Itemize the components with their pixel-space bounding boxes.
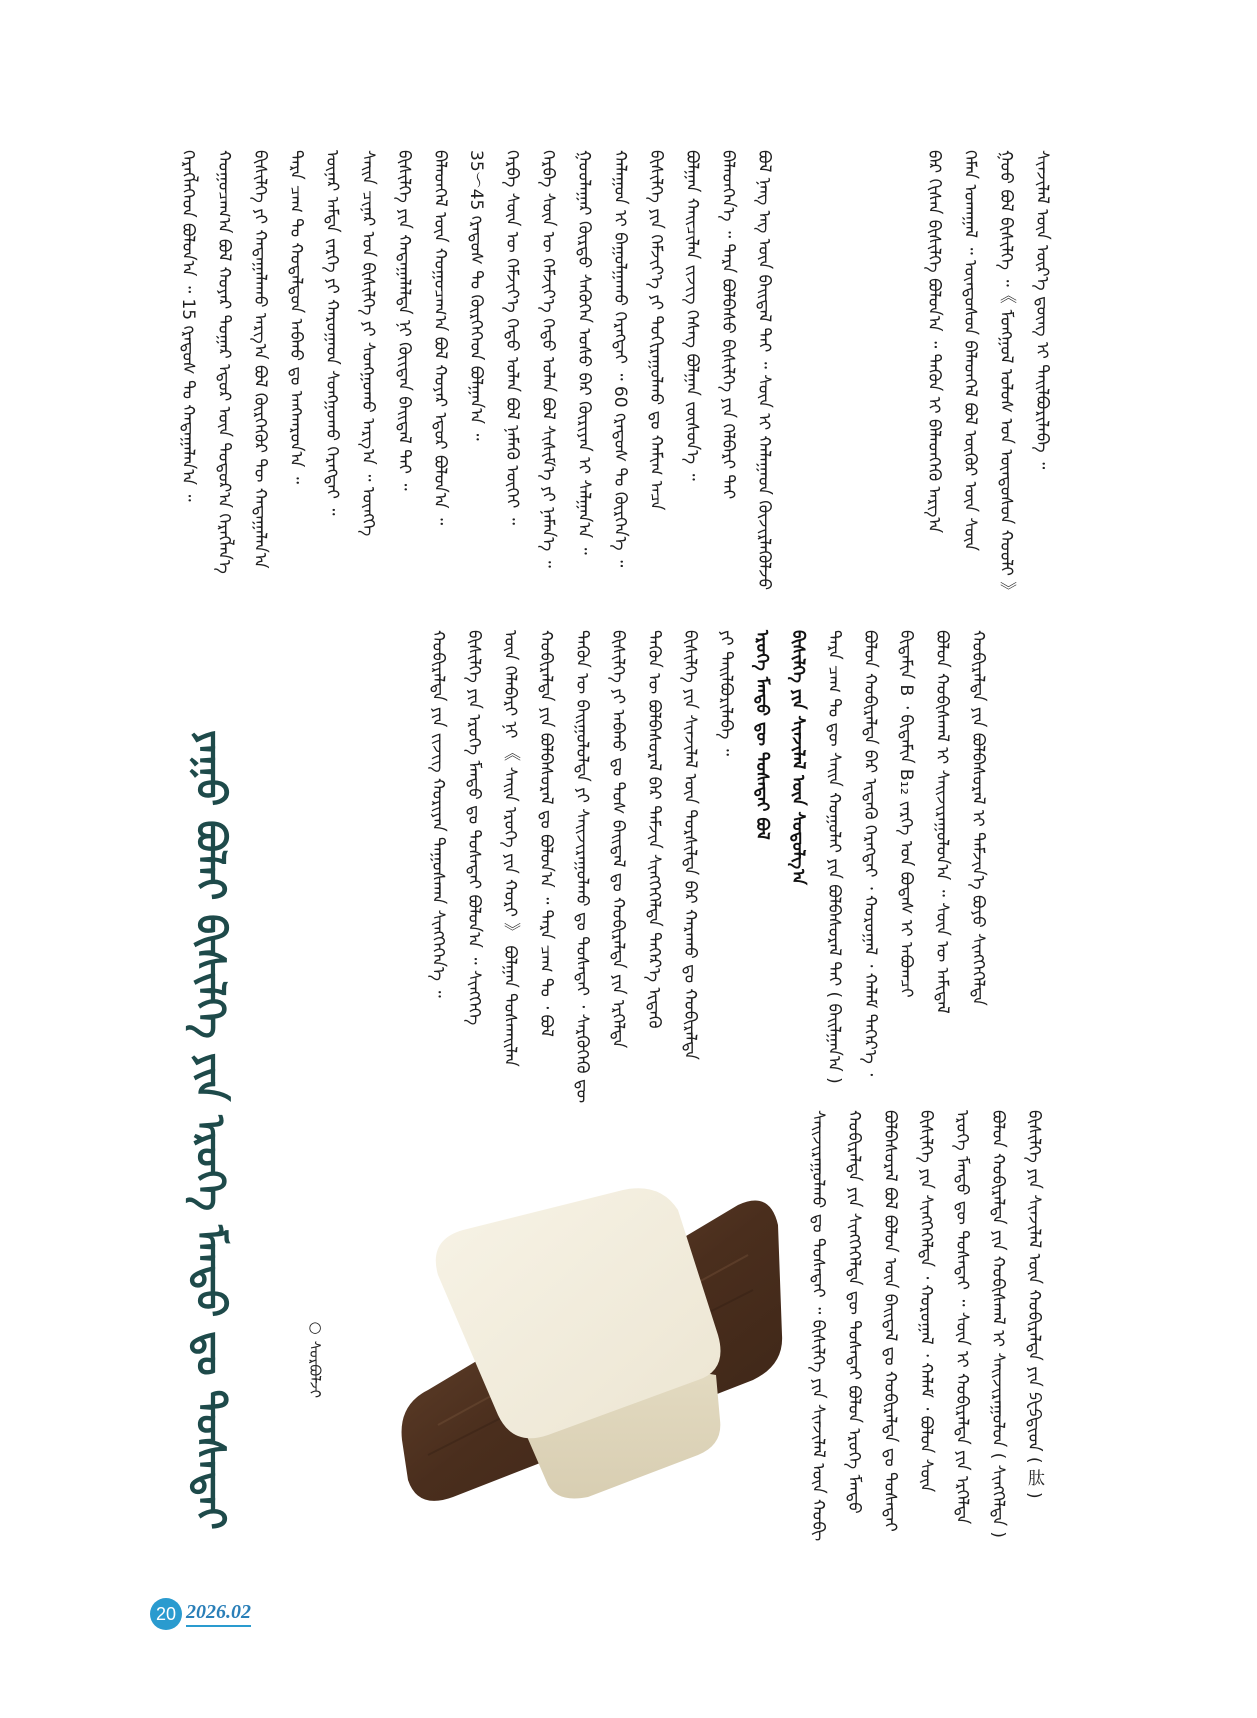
text-line: ᠪᠢᠳᠠᠮᠢᠨ B ᠂ ᠪᠢᠳᠠᠮᠢᠨ B₁₂ ᠵᠡᠷᠭᠡ ᠡᠳ ᠪᠣᠳᠠᠰ ᠢ ᠠᠪᠤᠭᠴᠢ (896, 630, 916, 998)
text-line: ᠬᠤᠭᠤᠴᠠᠭ᠎ᠠ ᠪᠣᠯ ᠬᠣᠶᠠᠷ ᠳᠤᠭᠠᠷ ᠡᠳᠦᠷ ᠦᠨ ᠳᠣᠲᠤᠷ᠎ᠠ ᠬᠡᠷᠡᠭᠯᠡᠨ᠎ᠡ (214, 150, 234, 574)
text-line: ᠬᠠᠯᠠᠭᠤᠨ ᠢ ᠪᠠᠭᠤᠯᠭᠠᠬᠤ ᠬᠡᠷᠡᠭᠲᠡᠢ ᠃ 60 ᠭᠷᠠᠳᠤᠰ ᠲᠤ ᠬᠦᠷᠭᠡᠨ᠎ᠡ ᠃ (610, 150, 630, 568)
text-line: ᠬᠤᠪᠢᠷᠠᠯᠲᠠ ᠶᠢᠨ ᠵᠢᠵᠢᠭ ᠬᠤᠷᠢᠶᠠᠨ ᠳᠠᠭᠤᠰᠬᠠᠨ ᠰᠢᠩᠭᠡᠭᠡᠨ᠎ᠡ ᠃ (428, 630, 448, 998)
text-line: ᠪᠣᠯᠤᠨ ᠬᠤᠪᠢᠷᠠᠯᠲᠠ ᠪᠠᠷ ᠢᠳᠡᠬᠦ ᠬᠡᠷᠡᠭᠲᠡᠢ ᠂ ᠬᠣᠷᠣᠭᠠᠯ ᠂ ᠬᠠᠯᠠᠮ ᠳᠡᠭᠡᠷ᠎ᠡ ᠂ (860, 630, 880, 1077)
text-line: ᠪᠢᠰᠢᠯᠭᠡ ᠶᠢᠨ ᠬᠠᠳᠠᠭᠠᠯᠠᠯᠲᠠ ᠨᠢ ᠬᠦᠢᠲᠡᠨ ᠪᠠᠢᠳᠠᠯ ᠲᠠᠢ ᠃ (394, 150, 414, 491)
text-line: ᠪᠢᠰᠢᠯᠭᠡ ᠶᠢᠨ ᠰᠢᠩᠭᠡᠭᠡᠯᠲᠡ ᠂ ᠬᠣᠷᠣᠭᠠᠯ ᠂ ᠬᠠᠯᠠᠮ ᠂ ᠪᠣᠯᠤᠨ ᠰᠦᠨ (916, 1110, 936, 1493)
text-line: ᠪᠡᠷ ᠬᠢᠰᠡᠨ ᠪᠢᠰᠢᠯᠭᠡ ᠪᠣᠯᠤᠨ᠎ᠠ ᠃ ᠲᠡᠭᠦᠨ ᠢ ᠪᠡᠯᠡᠳᠭᠡᠬᠦ ᠠᠷᠭ᠎ᠠ (924, 150, 944, 534)
text-line: ᠬᠡᠮᠡᠨ ᠤᠬᠠᠭᠠᠯ ᠃ ᠦᠨᠳᠦᠰᠦᠨ ᠪᠡᠯᠡᠳᠬᠡᠯ ᠪᠣᠯ ᠦᠬᠦᠷ ᠦᠨ ᠰᠦᠨ (960, 150, 980, 551)
text-line: ᠪᠡᠯᠡᠳᠬᠡᠯ ᠦᠨ ᠬᠤᠭᠤᠴᠠᠭ᠎ᠠ ᠪᠣᠯ ᠬᠤᠶᠠᠷ ᠡᠳᠦᠷ ᠪᠣᠯᠤᠨ᠎ᠠ ᠃ (430, 150, 450, 526)
cheese-on-board-image (398, 1185, 784, 1503)
text-line: ᠪᠣᠯ ᠨᠡᠩ ᠡᠩ ᠦᠨ ᠪᠠᠢᠳᠠᠯ ᠲᠠᠢ ᠃ ᠰᠦᠨ ᠢ ᠬᠠᠯᠠᠭᠠᠳ ᠬᠦᠵᠢᠷᠯᠡᠭᠦᠯᠵᠦ (754, 150, 774, 591)
text-line: ᠪᠣᠯᠤᠨ ᠬᠤᠪᠢᠰᠬᠠᠯ ᠢ ᠰᠠᠢᠵᠢᠷᠠᠭᠤᠯᠤᠨ᠎ᠠ ᠃ ᠰᠦᠨ ᠦ ᠠᠮᠢᠳᠠᠯ (932, 630, 952, 1014)
text-line: ᠬᠤᠪᠢᠷᠠᠯᠲᠠ ᠶᠢᠨ ᠪᠣᠯᠪᠠᠰᠤᠷᠠᠯ ᠢ ᠳᠡᠮᠵᠢᠨ᠎ᠡ ᠪᠤᠶᠤ ᠰᠢᠩᠭᠡᠭᠡᠯᠲᠡ (968, 630, 988, 1006)
text-line: ᠪᠣᠯᠪᠠᠰᠤᠷᠠᠯ ᠪᠣᠯ ᠪᠣᠯᠤᠨ ᠦᠨ ᠪᠠᠢᠳᠠᠯ ᠳᠤ ᠬᠤᠪᠢᠷᠠᠯᠲᠠ ᠳᠤ ᠲᠤᠰᠠᠲᠠᠢ (880, 1110, 900, 1532)
text-line: ᠪᠢᠰᠢᠯᠭᠡ ᠶᠢ ᠬᠠᠳᠠᠭᠠᠯᠠᠬᠤ ᠠᠷᠭ᠎ᠠ ᠪᠣᠯ ᠬᠥᠷᠭᠡᠭᠦᠷ ᠲᠦ ᠬᠠᠳᠠᠭᠠᠯᠠᠨ᠎ᠠ (250, 150, 270, 569)
text-line: ᠰᠠᠢᠵᠢᠷᠠᠭᠤᠯᠬᠤ ᠳᠤ ᠲᠤᠰᠠᠲᠠᠢ ᠃ ᠪᠢᠰᠢᠯᠭᠡ ᠶᠢᠨ ᠰᠢᠨᠵᠢᠯᠡᠯ ᠦᠨ ᠬᠤᠪᠢ (808, 1110, 828, 1542)
text-line: ᠡᠷᠦᠬᠡ ᠮᠡᠨᠳᠦ ᠳᠦ ᠲᠤᠰᠠᠲᠠᠢ ᠃ ᠰᠦᠨ ᠢ ᠬᠤᠪᠢᠷᠠᠯᠲᠠ ᠶᠢᠨ ᠡᠷᠭᠡᠯᠲᠡ (952, 1110, 972, 1525)
text-line: ᠰᠠᠢᠨ ᠴᠢᠨᠠᠷ ᠤᠨ ᠪᠢᠰᠢᠯᠭᠡ ᠶᠢ ᠰᠣᠩᠭᠣᠬᠤ ᠠᠷᠭ᠎ᠠ ᠃ ᠦᠩᠭᠡ (358, 150, 378, 537)
text-line: 35～45 ᠭᠷᠠᠳᠤᠰ ᠲᠤ ᠬᠦᠷᠭᠡᠭᠡᠳ ᠪᠣᠯᠭᠠᠨ᠎ᠠ ᠃ (466, 150, 486, 441)
article-title: ᠶᠠᠭᠤ ᠪᠣᠯᠠᠢ ᠪᠢᠰᠢᠯᠭᠡ ᠶᠢᠨ ᠡᠷᠦᠬᠡ ᠮᠡᠨᠳᠦ ᠳᠤ ᠲᠤᠰᠠᠲᠠᠢ (187, 730, 234, 1530)
text-line: ᠰᠢᠨᠵᠢᠯᠡᠯ ᠦᠨ ᠦᠷ᠎ᠡ ᠳ᠋ᠦᠩ ᠢ ᠲᠠᠢᠯᠪᠤᠷᠢᠯᠠᠪᠠ ᠃ (1032, 150, 1052, 470)
text-line: ᠬᠡᠷᠪᠡ ᠰᠦᠨ ᠦ ᠬᠡᠮᠵᠢᠶ᠎ᠡ ᠬᠡᠲᠦ ᠣᠯᠠᠨ ᠪᠣᠯ ᠨᠡᠮᠡᠬᠦ ᠦᠭᠡᠢ ᠃ (502, 150, 522, 525)
text-line: ᠪᠢᠰᠢᠯᠭᠡ ᠶᠢ ᠠᠪᠬᠤ ᠳᠤ ᠲᠤᠰ ᠪᠠᠢᠳᠠᠯ ᠳᠤ ᠬᠤᠪᠢᠷᠠᠯᠲᠠ ᠶᠢᠨ ᠡᠷᠭᠡᠯᠲᠡ (608, 630, 628, 1049)
text-line: ᠦᠨ ᠬᠡᠯᠡᠪᠡᠷᠢ ᠨᠢ 《 ᠰᠠᠢᠨ ᠡᠷᠦᠬᠡ ᠶᠢᠨ ᠬᠣᠷᠢ 》 ᠪᠣᠯᠭᠠᠨ ᠲᠤᠰᠬᠠᠢᠯᠠᠨ (500, 630, 520, 1067)
text-line: ᠪᠡᠯᠡᠳᠭᠡᠨ᠎ᠡ ᠃ ᠲᠡᠷᠡ ᠪᠤᠯᠪᠠᠰᠤ ᠪᠢᠰᠢᠯᠭᠡ ᠶᠢᠨ ᠬᠡᠯᠪᠡᠷᠢ ᠲᠠᠢ (718, 150, 738, 500)
author-byline: ○ ᠰᠤᠷᠪᠤᠯᠵᠢ (306, 1318, 324, 1399)
text-line: ᠲᠡᠷᠡ ᠴᠠᠭ ᠲᠤ ᠳᠦ ᠰᠠᠢᠨ ᠬᠣᠭᠣᠯᠠᠢ ᠶᠢᠨ ᠪᠣᠯᠪᠠᠰᠤᠷᠠᠯ ᠲᠠᠢ ( ᠪᠠᠢᠯᠭᠠᠨ᠎ᠠ ) (824, 630, 844, 1084)
text-line: ᠦᠨᠡᠷ ᠠᠮᠲᠠ ᠵᠡᠷᠭᠡ ᠶᠢ ᠬᠠᠷᠤᠭᠠᠳ ᠰᠣᠩᠭᠣᠬᠤ ᠬᠡᠷᠡᠭᠲᠡᠢ ᠃ (322, 150, 342, 516)
text-line: ᠬᠤᠪᠢᠷᠠᠯᠲᠠ ᠶᠢᠨ ᠰᠢᠩᠭᠡᠭᠡᠯᠲᠡ ᠳᠦ ᠲᠤᠰᠠᠲᠠᠢ ᠪᠣᠯᠤᠨ ᠡᠷᠦᠬᠡ ᠮᠡᠨᠳᠦ (844, 1110, 864, 1514)
text-line: ᠲᠡᠭᠦᠨ ᠦ ᠪᠠᠢᠭᠤᠯᠤᠯᠲᠠ ᠶᠢ ᠰᠠᠢᠵᠢᠷᠠᠭᠤᠯᠬᠤ ᠳᠤ ᠲᠤᠰᠠᠲᠠᠢ ᠂ ᠰᠡᠷᠭᠦᠭᠡᠬᠦ ᠳᠦ (572, 630, 592, 1104)
text-line: ᠪᠢᠰᠢᠯᠭᠡ ᠶᠢᠨ ᠰᠢᠨᠵᠢᠯᠡᠯ ᠦᠨ ᠬᠤᠪᠢᠷᠠᠯᠲᠠ ᠶᠢᠨ ᠫᠸᠫᠲᠢᠳ ( 肽 ) (1024, 1110, 1044, 1499)
text-line: ᠪᠣᠯᠤᠨ ᠬᠤᠪᠢᠷᠠᠯᠲᠠ ᠶᠢᠨ ᠬᠤᠪᠢᠰᠬᠠᠯ ᠢ ᠰᠠᠢᠵᠢᠷᠠᠭᠤᠯᠤᠨ ( ᠰᠢᠩᠭᠡᠯᠲᠡ ) (988, 1110, 1008, 1539)
text-line: ᠪᠢᠰᠢᠯᠭᠡ ᠶᠢᠨ ᠬᠡᠮᠵᠢᠶ᠎ᠡ ᠶᠢ ᠲᠣᠬᠢᠷᠠᠭᠤᠯᠬᠤ ᠳᠤ ᠬᠠᠮᠢᠭ ᠠᠴᠠ (646, 150, 666, 511)
text-line: ᠬᠡᠷᠪᠡ ᠰᠦᠨ ᠦ ᠬᠡᠮᠵᠢᠶ᠎ᠡ ᠬᠡᠲᠦ ᠣᠯᠠᠨ ᠪᠣᠯ ᠰᠢᠰᠢᠮ᠎ᠡ ᠶᠢ ᠨᠡᠮᠡᠨ᠎ᠡ ᠃ (538, 150, 558, 568)
text-line: ᠶᠢ ᠲᠠᠢᠯᠪᠤᠷᠢᠯᠠᠪᠠ ᠃ (716, 630, 736, 756)
page-footer (150, 1598, 251, 1630)
text-line: ᠲᠡᠷᠡ ᠴᠠᠭ ᠲᠤ ᠬᠤᠳᠠᠯᠳᠤᠨ ᠠᠪᠬᠤ ᠳᠤ ᠠᠩᠬᠠᠷᠤᠨ᠎ᠠ ᠃ (286, 150, 306, 484)
subheading-line: ᠡᠷᠦᠬᠡ ᠮᠡᠨᠳᠦ ᠳᠦ ᠲᠤᠰᠠᠲᠠᠢ ᠪᠣᠯ (752, 630, 772, 840)
text-line: ᠪᠢᠰᠢᠯᠭᠡ ᠶᠢᠨ ᠰᠢᠨᠵᠢᠯᠡᠯ ᠦᠨ ᠲᠤᠷᠰᠢᠯᠲᠠ ᠪᠠᠷ ᠬᠠᠷᠠᠬᠤ ᠳᠤ ᠬᠤᠪᠢᠷᠠᠯᠲᠠ (680, 630, 700, 1060)
text-line: ᠪᠣᠯᠭᠠᠨ ᠬᠠᠢᠴᠢᠯᠠᠨ ᠵᠢᠵᠢᠭ ᠬᠡᠰᠡᠭ ᠪᠣᠯᠭᠠᠨ ᠵᠦᠰᠦᠨ᠎ᠡ ᠃ (682, 150, 702, 481)
text-line: ᠭᠤᠤ ᠪᠣᠯ ᠪᠢᠰᠢᠯᠭᠡ ᠃《 ᠮᠣᠩᠭᠣᠯ ᠤᠯᠤᠰ ᠤᠨ ᠦᠨᠳᠦᠰᠦᠨ ᠬᠤᠤᠯᠢ 》 (996, 150, 1016, 599)
text-line: ᠬᠡᠷᠡᠭᠯᠡᠭᠡᠳ ᠪᠣᠯᠤᠨ᠎ᠠ ᠃ 15 ᠭᠷᠠᠳᠤᠰ ᠲᠤ ᠬᠠᠳᠠᠭᠠᠯᠠᠨ᠎ᠠ ᠃ (178, 150, 198, 502)
issue-date: 2026.02 (186, 1601, 251, 1627)
bottom-right-text-block (800, 1110, 1080, 1540)
middle-text-block (420, 630, 1080, 1104)
page-number-badge: 20 (150, 1598, 182, 1630)
text-line: ᠬᠤᠪᠢᠷᠠᠯᠲᠠ ᠶᠢᠨ ᠪᠣᠯᠪᠠᠰᠤᠷᠠᠯ ᠳᠤ ᠪᠣᠯᠤᠨ᠎ᠠ ᠃ ᠲᠡᠷᠡ ᠴᠠᠭ ᠲᠤ ᠂ ᠪᠣᠯ (536, 630, 556, 1037)
text-line: ᠲᠡᠭᠦᠨ ᠦ ᠪᠣᠯᠪᠠᠰᠤᠷᠠᠯ ᠪᠠᠷ ᠳᠠᠮᠵᠢᠨ ᠰᠢᠩᠭᠡᠭᠡᠯᠲᠡ ᠳᠡᠭᠡᠷ᠎ᠡ ᠢᠳᠡᠬᠦ (644, 630, 664, 1029)
text-line: ᠪᠢᠰᠢᠯᠭᠡ ᠶᠢᠨ ᠡᠷᠦᠬᠡ ᠮᠡᠨᠳᠦ ᠳᠤ ᠲᠤᠰᠠᠲᠠᠢ ᠪᠣᠯᠤᠨ᠎ᠠ ᠃ ᠰᠢᠩᠭᠡᠭᠡ (464, 630, 484, 1026)
text-line: ᠭᠤᠤᠯᠠᠭᠠᠷ ᠬᠦᠷᠳᠦ ᠰᠡᠭᠦᠭᠡᠨ ᠤᠰᠤ ᠪᠠᠷ ᠬᠦᠷᠢᠶᠡᠨ ᠢ ᠰᠠᠯᠭᠠᠨ᠎ᠠ ᠃ (574, 150, 594, 555)
subheading-line: ᠪᠢᠰᠢᠯᠭᠡ ᠶᠢᠨ ᠰᠢᠨᠵᠢᠯᠡᠯ ᠦᠨ ᠰᠤᠳᠤᠯᠭ᠎ᠠ (788, 630, 808, 885)
left-text-block (170, 150, 774, 595)
left-text-block-top (916, 150, 1076, 599)
